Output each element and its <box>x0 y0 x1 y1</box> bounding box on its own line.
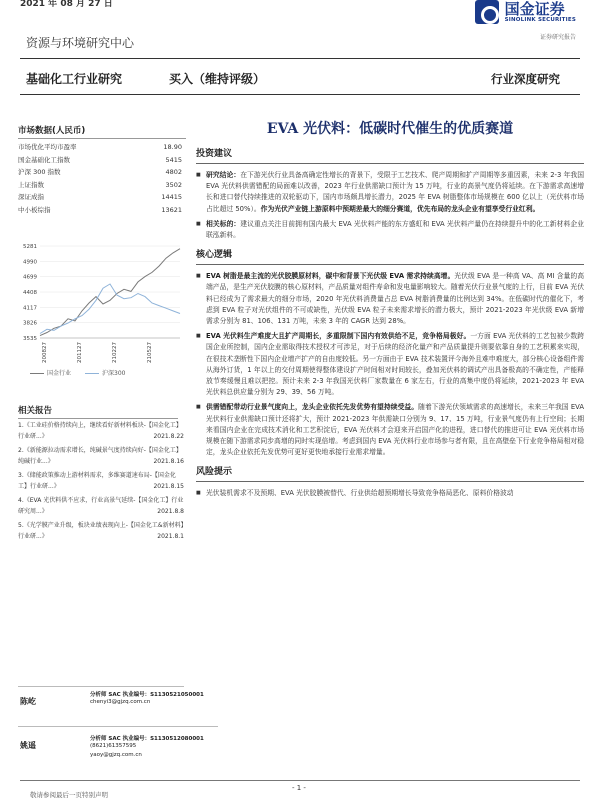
analyst-divider <box>18 686 184 687</box>
market-data-label: 国金基础化工指数 <box>18 155 70 164</box>
x-tick-label: 201127 <box>77 342 83 363</box>
section-paragraph <box>196 271 584 327</box>
market-data-value: 5415 <box>165 155 182 164</box>
section-paragraph <box>196 219 584 241</box>
related-report-item[interactable] <box>18 495 184 517</box>
y-tick-label: 4990 <box>23 259 37 266</box>
footer-divider <box>20 780 580 781</box>
market-data-row <box>18 191 186 204</box>
report-title: EVA 光伏料：低碳时代催生的优质赛道 <box>266 121 514 137</box>
related-report-text: 3.《储能政策推动上游材料需求，多维赛道速布局-【国金化工】行业研...》 <box>18 472 176 490</box>
section-rule <box>196 163 584 164</box>
brand-logo <box>475 0 576 24</box>
market-data-row <box>18 141 186 154</box>
analyst-email[interactable]: yaoy@gjzq.com.cn <box>90 752 142 758</box>
related-report-date: 2021.8.16 <box>153 458 184 465</box>
market-data-label: 中小板综指 <box>18 205 51 214</box>
index-chart <box>18 238 184 388</box>
market-data-value: 13621 <box>161 205 182 214</box>
legend-item-csi300: 沪深300 <box>85 368 125 377</box>
x-tick-label: 200827 <box>42 342 48 363</box>
report-body <box>196 118 584 504</box>
paragraph-text: 在下游光伏行业具备高确定性增长的背景下，受限于工艺技术、爬产周期和扩产周期等多重因素，未来 2-3 年我国 EVA 光伏料供需错配的局面难以改善，2023 年行业供需缺口预计为 15 万吨，行业的高景气度仍将延续。在下游需求高速增长和进口替代持续推进的双轮驱动下，国内市场颇具增长潜力，2025 年 EVA 树脂整体市场规模在 600 亿以上（光伏料市场占比超过 50%）。 <box>206 171 585 213</box>
rating-label: 买入（维持评级） <box>169 72 266 86</box>
section-paragraph <box>196 488 584 499</box>
related-report-text: 4.《EVA 光伏料供不应求，行业高景气延续-【国金化工】行业研究周...》 <box>18 497 184 515</box>
index-chart-svg <box>18 238 184 368</box>
market-data-value: 4802 <box>165 168 182 176</box>
analyst-contact[interactable]: chenyi3@gjzq.com.cn <box>90 699 151 705</box>
market-data-value: 3502 <box>165 180 182 189</box>
market-data-value: 18.90 <box>163 143 182 151</box>
market-data-label: 市场优化平均市盈率 <box>18 143 77 151</box>
related-reports-title: 相关报告 <box>18 404 178 419</box>
related-report-date: 2021.8.1 <box>157 533 184 540</box>
analyst-name: 姚遥 <box>20 741 36 750</box>
related-report-date: 2021.8.8 <box>157 508 184 515</box>
analyst-contact[interactable]: (8621)61357595 <box>90 743 137 749</box>
section-paragraph <box>196 331 584 398</box>
header-divider-bottom <box>20 94 580 95</box>
analyst-name: 陈屹 <box>20 697 36 706</box>
y-tick-label: 5281 <box>23 244 37 250</box>
related-report-text: 5.《光学膜产业升级，板块业绩表现向上-【国金化工&新材料】行业研...》 <box>18 522 184 540</box>
market-data-value: 14415 <box>161 193 182 201</box>
market-data-title: 市场数据(人民币) <box>18 124 186 139</box>
report-date: 2021 年 08 月 27 日 <box>20 0 113 9</box>
section-heading: 风险提示 <box>196 467 233 478</box>
brand-name-cn: 国金证券 <box>504 0 565 18</box>
paragraph-text: 建议重点关注目前拥有国内最大 EVA 光伏料产能的东方盛虹和 EVA 光伏料产量仍在持续提升中的化工新材料企业联泓新料。 <box>206 219 585 240</box>
report-slogan: 证券研究报告 <box>539 34 576 41</box>
legend-item-industry: 国金行业 <box>30 368 71 377</box>
paragraph-text: 一方面 EVA 光伏料的工艺包被少数跨国企业所控制，国内企业需取得技术授权才可涉足，对于后续的经济化量产和产品质量提升则要依靠自身的工艺积累来实现，在很技术垄断性下国内企业增产扩产的自由度较低。另一方面由于 EVA 技术装置评今海外且难申难度大，部分核心设备组件需从海外订货，1 年以上的交付周期使得整体建设扩产时间相对时间较长，叠加光伏料的调试产出具备极高的不确定性，产能释放节奏缓慢且难以把控。预计未来 2-3 年我国光伏料厂家数量在 6 家左右，行业的高集中度仍将延续，2021-2023 年 EVA 光伏料总供应量分别为 29、39、56 万吨。 <box>206 332 584 397</box>
x-tick-label: 210227 <box>112 342 118 363</box>
header-divider <box>20 58 580 59</box>
paragraph-lead: 研究结论： <box>206 171 241 179</box>
brand-name-en: SINOLINK SECURITIES <box>504 16 576 23</box>
section-heading: 投资建议 <box>196 149 233 159</box>
analyst-sac-id: 分析师 SAC 执业编号：S1130521050001 <box>90 692 204 698</box>
market-data-row <box>18 154 186 167</box>
related-report-item[interactable] <box>18 470 184 492</box>
related-report-text: 2.《新能源拉动需求增长，纯碱景气度持续向好-【国金化工】纯碱行业...》 <box>18 447 182 465</box>
report-type: 行业深度研究 <box>491 72 560 86</box>
page-number: - 1 - <box>292 784 306 792</box>
paragraph-lead: 相关标的： <box>206 219 241 228</box>
x-tick-label: 210527 <box>147 342 153 363</box>
analyst-card <box>18 690 218 726</box>
section-paragraph <box>196 170 584 215</box>
research-dept: 资源与环境研究中心 <box>26 36 135 50</box>
market-data-row <box>18 179 186 192</box>
y-tick-label: 4699 <box>23 274 37 281</box>
paragraph-text: 光伏装机需求不及预期、EVA 光伏胶膜被替代、行业供给超预期增长导致竞争格局恶化、原料价格波动 <box>206 489 514 498</box>
paragraph-conclusion: 作为光伏产业链上游原料中预期差最大的细分赛道，优先布局的龙头企业有望享受行业红利。 <box>260 204 540 213</box>
series-line <box>40 284 180 334</box>
market-data-row <box>18 204 186 217</box>
related-report-text: 1.《工业硅价格持续向上，继续看好新材料板块-【国金化工】行业研...》 <box>18 422 182 440</box>
section-heading: 核心逻辑 <box>196 250 233 261</box>
paragraph-text: 随着下游光伏领域需求的高速增长，未来三年我国 EVA 光伏料行业供需缺口预计还将扩大，预计 2021-2023 年供需缺口分别为 9、17、15 万吨，行业景气度仍有上行空间；长期来看国内企业在完成技术消化和工艺积淀后，EVA 光伏料才会迎来开启国产化的进程，进口替代的推进可让 EVA 光伏料市场规模在随下游需求同步高增的同时实现倍增。考虑到国内 EVA 光伏料行业市场参与者有限，且在高壁垒下行业竞争格局相对稳定，龙头企业依托先发优势可更好更快地承接行业需求增量。 <box>206 403 584 457</box>
section-paragraph <box>196 402 584 458</box>
paragraph-text: 光伏级 EVA 是一种高 VA、高 MI 含量的高端产品，是生产光伏胶膜的核心原材料，产品质量对组件寿命和发电量影响较大。随着光伏行业景气度的上行，目前 EVA 光伏料已经成为了需求最大的细分市场，2020 年光伏料消费量占总 EVA 树脂消费量的比例达到 34%。在低碳时代的催化下，考虑到 EVA 粒子对光伏组件的不可或缺性，光伏级 EVA 粒子未来需求增长的潜力极大，预计 2021-2023 年光伏级 EVA 新增需求分别为 81、106、131 万吨，未来 3 年的 CAGR 达到 28%。 <box>206 272 584 326</box>
paragraph-lead: EVA 光伏料生产难度大且扩产周期长，多重限制下国内有效供给不足，竞争格局极好。 <box>206 332 471 341</box>
analyst-divider <box>18 726 218 732</box>
y-tick-label: 3535 <box>23 336 37 342</box>
paragraph-lead: 供需错配带动行业景气度向上，龙头企业依托先发优势有望持续受益。 <box>206 403 419 412</box>
market-data-label: 沪深 300 指数 <box>18 168 61 176</box>
analyst-sac-id: 分析师 SAC 执业编号：S1130512080001 <box>90 736 204 742</box>
market-data-label: 深证成指 <box>18 193 44 201</box>
market-data-label: 上证指数 <box>18 180 44 189</box>
section-rule <box>196 481 584 482</box>
related-report-item[interactable] <box>18 420 184 442</box>
related-report-item[interactable] <box>18 520 184 542</box>
y-tick-label: 4117 <box>23 305 37 312</box>
y-tick-label: 4408 <box>23 290 37 296</box>
chart-legend <box>30 368 125 377</box>
analysts-block <box>18 690 218 770</box>
related-report-date: 2021.8.15 <box>153 483 184 490</box>
paragraph-lead: EVA 树脂是最主流的光伏胶膜原材料，碳中和背景下光伏级 EVA 需求持续高增。 <box>206 272 455 281</box>
market-data-row <box>18 166 186 179</box>
related-report-item[interactable] <box>18 445 184 467</box>
analyst-card <box>18 734 218 770</box>
disclaimer-note: 敬请参阅最后一页特别声明 <box>30 791 108 799</box>
section-rule <box>196 264 584 265</box>
related-report-date: 2021.8.22 <box>153 433 184 440</box>
sinolink-logo-icon <box>475 0 499 24</box>
market-data-panel <box>18 124 186 216</box>
related-reports-list <box>18 420 184 545</box>
y-tick-label: 3826 <box>23 320 37 327</box>
industry-label: 基础化工行业研究 <box>26 72 123 86</box>
